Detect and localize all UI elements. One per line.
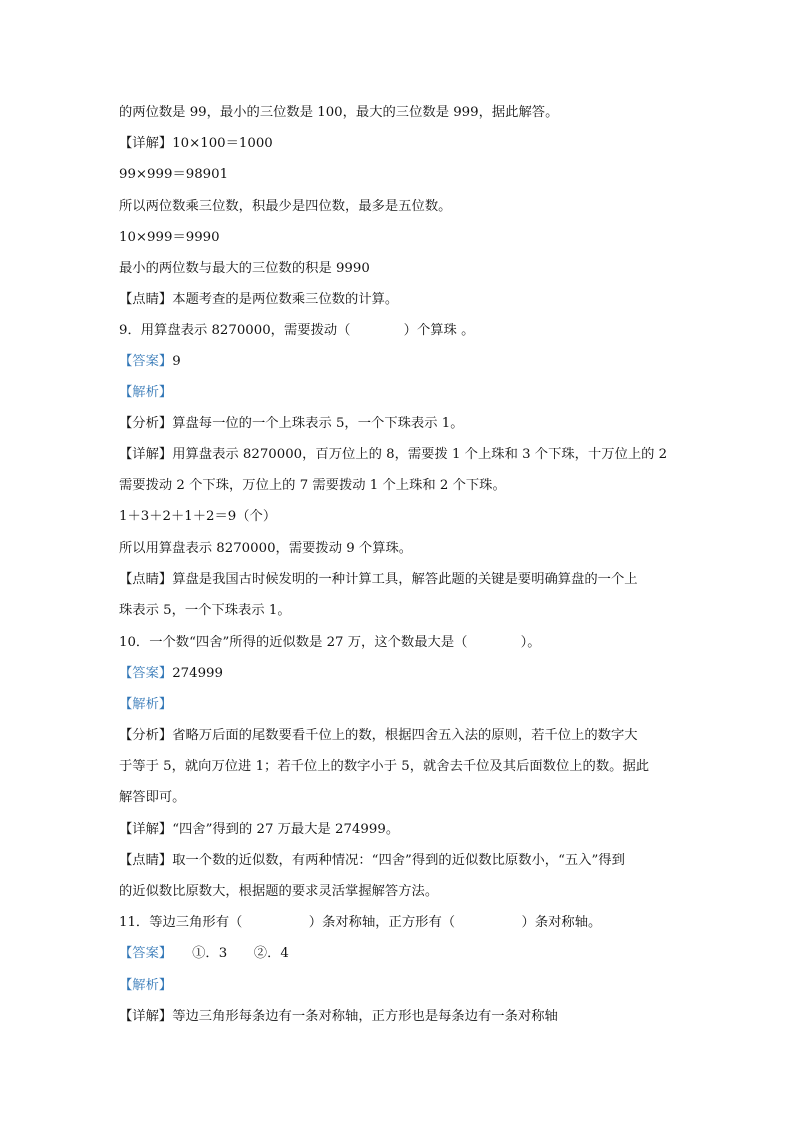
text-line	[119, 540, 412, 558]
answer-value: 274999	[172, 666, 223, 681]
answer-value: 9	[172, 354, 181, 369]
analysis-heading	[119, 696, 172, 714]
text-line	[119, 446, 667, 464]
question-10	[119, 634, 541, 652]
line-text: 10×100＝1000	[172, 136, 273, 151]
text-line	[119, 260, 370, 278]
line-text: “四舍”得到的 27 万最大是 274999。	[172, 822, 400, 837]
answer-value: ①．3 ②．4	[165, 946, 289, 961]
answer-line	[119, 665, 223, 683]
text-line	[119, 602, 291, 620]
answer-line	[119, 945, 289, 963]
text-line	[119, 727, 638, 745]
text-line	[119, 291, 398, 309]
text-line	[119, 229, 220, 247]
line-text: 算盘是我国古时候发明的一种计算工具，解答此题的关键是要明确算盘的一个上	[172, 572, 638, 587]
analysis-heading	[119, 977, 172, 995]
line-text: 于等于 5，就向万位进 1；若千位上的数字小于 5，就舍去千位及其后面数位上的数。据此	[119, 759, 650, 774]
line-text: 本题考查的是两位数乘三位数的计算。	[172, 292, 399, 307]
line-text: 省略万后面的尾数要看千位上的数，根据四舍五入法的原则，若千位上的数字大	[172, 728, 638, 743]
analysis-tag: 【解析】	[119, 697, 173, 712]
section-tag: 【点睛】	[119, 853, 173, 868]
section-tag: 【详解】	[119, 136, 173, 151]
text-line	[119, 789, 185, 807]
text-line	[119, 104, 558, 122]
line-text: 等边三角形每条边有一条对称轴，正方形也是每条边有一条对称轴	[172, 1009, 558, 1024]
line-text: 最小的两位数与最大的三位数的积是 9990	[119, 261, 370, 276]
line-text: 10×999＝9990	[119, 230, 220, 245]
line-text: 10．一个数“四舍”所得的近似数是 27 万，这个数最大是（ ）。	[119, 635, 541, 650]
line-text: 珠表示 5，一个下珠表示 1。	[119, 603, 291, 618]
line-text: 11．等边三角形有（ ）条对称轴，正方形有（ ）条对称轴。	[119, 915, 602, 930]
line-text: 算盘每一位的一个上珠表示 5，一个下珠表示 1。	[172, 416, 464, 431]
answer-tag: 【答案】	[119, 946, 166, 961]
line-text: 所以用算盘表示 8270000，需要拨动 9 个算珠。	[119, 541, 413, 556]
line-text: 用算盘表示 8270000，百万位上的 8，需要拨 1 个上珠和 3 个下珠，十万位上的 2	[172, 447, 668, 462]
text-line	[119, 1008, 558, 1026]
question-11	[119, 914, 601, 932]
answer-tag: 【答案】	[119, 354, 173, 369]
text-line	[119, 883, 438, 901]
question-9	[119, 322, 474, 340]
section-tag: 【点睛】	[119, 572, 173, 587]
text-line	[119, 198, 451, 216]
text-line	[119, 135, 273, 153]
line-text: 99×999＝98901	[119, 167, 229, 182]
line-text: 解答即可。	[119, 790, 186, 805]
text-line	[119, 415, 464, 433]
answer-line	[119, 353, 181, 371]
text-line	[119, 571, 638, 589]
line-text: 取一个数的近似数，有两种情况：“四舍”得到的近似数比原数小，“五入”得到	[172, 853, 625, 868]
text-line	[119, 166, 228, 184]
analysis-tag: 【解析】	[119, 978, 173, 993]
section-tag: 【分析】	[119, 416, 173, 431]
text-line	[119, 852, 625, 870]
text-line	[119, 508, 276, 526]
line-text: 9．用算盘表示 8270000，需要拨动（ ）个算珠 。	[119, 323, 475, 338]
line-text: 1＋3＋2＋1＋2＝9（个）	[119, 509, 277, 524]
section-tag: 【详解】	[119, 447, 173, 462]
line-text: 的近似数比原数大，根据题的要求灵活掌握解答方法。	[119, 884, 439, 899]
section-tag: 【详解】	[119, 822, 173, 837]
analysis-tag: 【解析】	[119, 385, 173, 400]
section-tag: 【点睛】	[119, 292, 173, 307]
text-line	[119, 821, 399, 839]
line-text: 的两位数是 99，最小的三位数是 100，最大的三位数是 999，据此解答。	[119, 105, 559, 120]
analysis-heading	[119, 384, 172, 402]
line-text: 所以两位数乘三位数，积最少是四位数，最多是五位数。	[119, 199, 452, 214]
section-tag: 【分析】	[119, 728, 173, 743]
answer-tag: 【答案】	[119, 666, 173, 681]
line-text: 需要拨动 2 个下珠，万位上的 7 需要拨动 1 个上珠和 2 个下珠。	[119, 478, 506, 493]
text-line	[119, 477, 506, 495]
text-line	[119, 758, 649, 776]
section-tag: 【详解】	[119, 1009, 173, 1024]
